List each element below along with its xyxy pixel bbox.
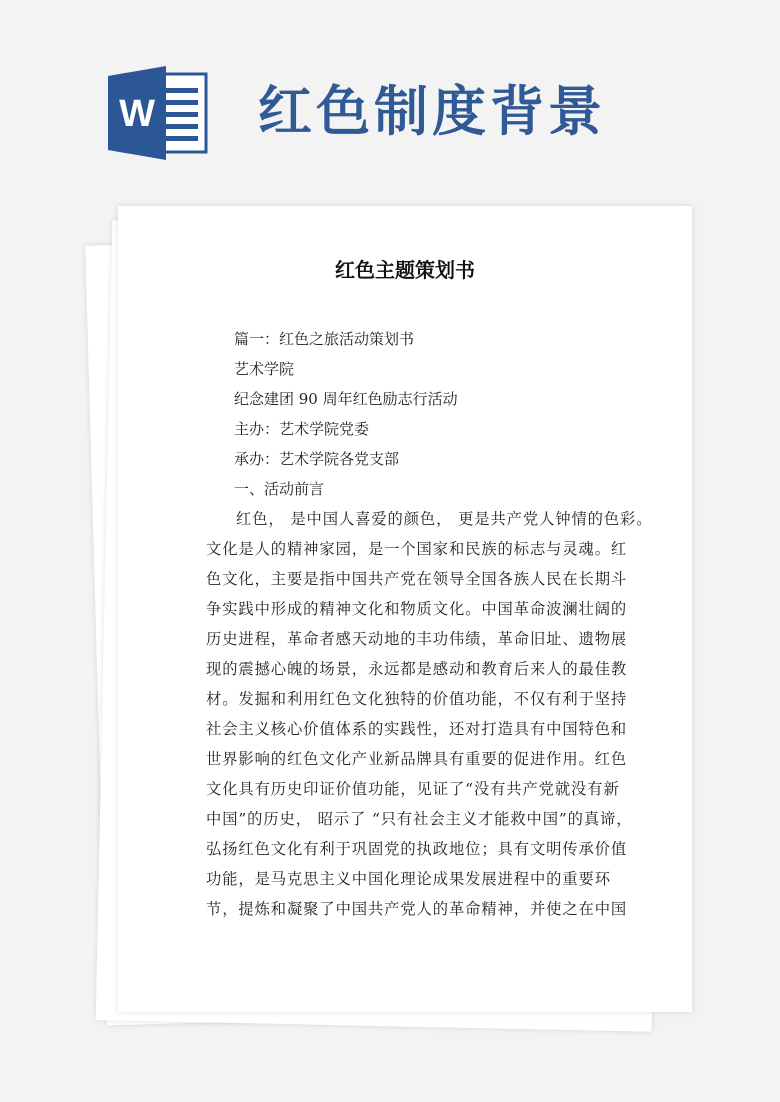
text-line: 艺术学院 — [234, 360, 295, 378]
paragraph-line: 历史进程，革命者感天动地的丰功伟绩，革命旧址、遗物展 — [206, 630, 628, 648]
paragraph-line: 色文化，主要是指中国共产党在领导全国各族人民在长期斗 — [206, 570, 628, 588]
paragraph-line: 弘扬红色文化有利于巩固党的执政地位；具有文明传承价值 — [206, 840, 628, 858]
paragraph-line: 文化具有历史印证价值功能，见证了“没有共产党就没有新 — [206, 780, 620, 798]
paragraph-line: 材。发掘和利用红色文化独特的价值功能，不仅有利于坚持 — [206, 690, 628, 708]
word-icon — [108, 66, 208, 160]
word-logo-letter: W — [119, 93, 155, 135]
text-line: 承办：艺术学院各党支部 — [234, 450, 400, 468]
paragraph-line: 中国”的历史， 昭示了 “只有社会主义才能救中国”的真谛， — [206, 810, 633, 828]
paragraph-line: 世界影响的红色文化产业新品牌具有重要的促进作用。红色 — [206, 750, 628, 768]
text-line: 纪念建团 90 周年红色励志行活动 — [234, 390, 458, 408]
page-title: 红色制度背景 — [258, 80, 606, 143]
text-line: 主办：艺术学院党委 — [234, 420, 370, 438]
heading-line: 篇一：红色之旅活动策划书 — [234, 330, 415, 348]
paragraph-line: 功能，是马克思主义中国化理论成果发展进程中的重要环 — [206, 870, 611, 888]
paragraph-line: 节，提炼和凝聚了中国共产党人的革命精神，并使之在中国 — [206, 900, 628, 918]
body-paragraph — [206, 504, 653, 924]
paragraph-line: 文化是人的精神家园，是一个国家和民族的标志与灵魂。红 — [206, 540, 628, 558]
section-heading: 一、活动前言 — [234, 480, 325, 498]
document-page — [118, 206, 692, 1012]
paragraph-line: 红色， 是中国人喜爱的颜色， 更是共产党人钟情的色彩。 — [236, 510, 653, 528]
header — [0, 0, 780, 200]
document-title: 红色主题策划书 — [335, 258, 475, 282]
paragraph-line: 争实践中形成的精神文化和物质文化。中国革命波澜壮阔的 — [206, 600, 628, 618]
paragraph-line: 社会主义核心价值体系的实践性，还对打造具有中国特色和 — [206, 720, 628, 738]
paragraph-line: 现的震撼心魄的场景，永远都是感动和教育后来人的最佳教 — [206, 660, 628, 678]
